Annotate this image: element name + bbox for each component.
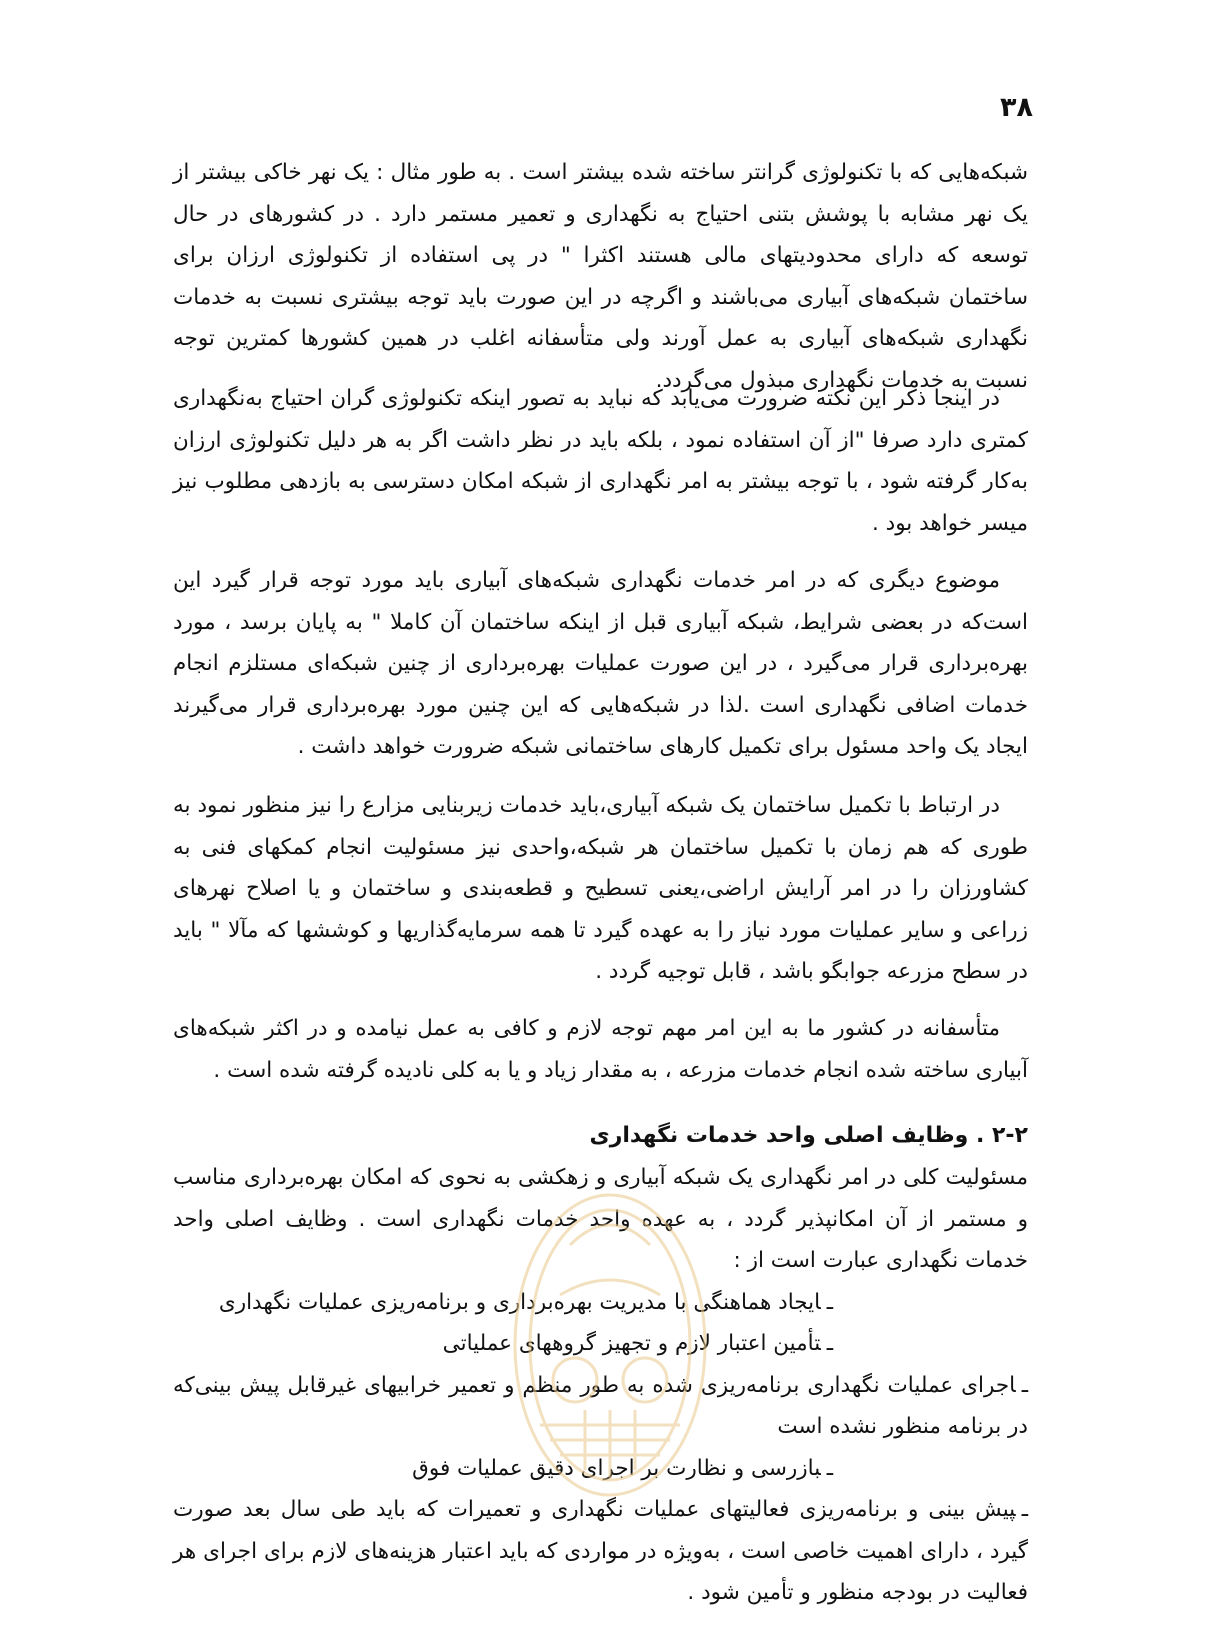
paragraph-2-block [173,378,1028,544]
paragraph-5-block [173,1008,1028,1091]
list-item-text: بازرسی و نظارت بر اجرای دقیق عملیات فوق [412,1455,821,1481]
list-dash: ـ [1021,1497,1028,1522]
list-item [173,1489,1028,1614]
list-dash: ـ [826,1331,833,1356]
list-item-text: ایجاد هماهنگی با مدیریت بهره‌برداری و برنامه‌ریزی عملیات نگهداری [218,1289,821,1315]
section-intro: مسئولیت کلی در امر نگهداری یک شبکه آبیاری و زهکشی به نحوی که امکان بهره‌برداری مناسب و مستمر از آن امکانپذیر گردد ، به عهده واحد خدمات نگهداری است . وظایف اصلی واحد خدمات نگهداری عبارت است از : [173,1165,1028,1273]
paragraph-1-block [173,152,1028,401]
paragraph-4: در ارتباط با تکمیل ساختمان یک شبکه آبیاری،باید خدمات زیربنایی مزارع را نیز منظور نمود به طوری که هم زمان با تکمیل ساختمان هر شبکه،واحدی نیز مسئولیت انجام کمکهای فنی به کشاورزان را در امر آرایش اراضی،یعنی تسطیح و قطعه‌بندی و ساختمان و یا اصلاح نهرهای زراعی و سایر عملیات مورد نیاز را به عهده گیرد تا همه سرمایه‌گذاریها و کوششها که مآلا " باید در سطح مزرعه جوابگو باشد ، قابل توجیه گردد . [173,793,1028,984]
paragraph-1: شبکه‌هایی که با تکنولوژی گرانتر ساخته شده بیشتر است . به طور مثال : یک نهر خاکی بیشتر از یک نهر مشابه با پوشش بتنی احتیاج به نگهداری و تعمیر مستمر دارد . در کشورهای در حال توسعه که دارای محدودیتهای مالی هستند اکثرا " در پی استفاده از تکنولوژی ارزان برای ساختمان شبکه‌های آبیاری می‌باشند و اگرچه در این صورت باید توجه بیشتری نسبت به خدمات نگهداری شبکه‌های آبیاری به عمل آورند ولی متأسفانه اغلب در همین کشورها کمترین توجه نسبت به خدمات نگهداری مبذول می‌گردد. [173,160,1028,393]
list-item-text: تأمین اعتبار لازم و تجهیز گروههای عملیاتی [442,1331,821,1356]
paragraph-5: متأسفانه در کشور ما به این امر مهم توجه لازم و کافی به عمل نیامده و در اکثر شبکه‌های آبیاری ساخته شده انجام خدمات مزرعه ، به مقدار زیاد و یا به کلی نادیده گرفته شده است . [173,1016,1028,1083]
page-number: ۳۸ [1000,92,1033,123]
list-dash: ـ [1021,1372,1028,1398]
paragraph-4-block [173,785,1028,993]
paragraph-3: موضوع دیگری که در امر خدمات نگهداری شبکه‌های آبیاری باید مورد توجه قرار گیرد این است‌که در بعضی شرایط، شبکه آبیاری قبل از اینکه ساختمان آن کاملا " به پایان برسد ، مورد بهره‌برداری قرار می‌گیرد ، در این صورت عملیات بهره‌برداری از چنین شبکه‌ای مستلزم انجام خدمات اضافی نگهداری است .لذا در شبکه‌هایی که این چنین مورد بهره‌برداری قرار می‌گیرند ایجاد یک واحد مسئول برای تکمیل کارهای ساختمانی شبکه ضرورت خواهد داشت . [173,568,1028,759]
list-dash: ـ [826,1289,833,1315]
paragraph-2: در اینجا ذکر این نکته ضرورت می‌یابد که نباید به تصور اینکه تکنولوژی گران احتیاج به‌نگهداری کمتری دارد صرفا "از آن استفاده نمود ، بلکه باید در نظر داشت اگر به هر دلیل تکنولوژی ارزان به‌کار گرفته شود ، با توجه بیشتر به امر نگهداری از شبکه امکان دسترسی به بازدهی مطلوب نیز میسر خواهد بود . [173,386,1028,536]
list-item-text: اجرای عملیات نگهداری برنامه‌ریزی شده به طور منظم و تعمیر خرابیهای غیرقابل پیش بینی‌که در برنامه منظور نشده است [173,1372,1028,1439]
list-dash: ـ [826,1455,833,1481]
list-item-text: پیش بینی و برنامه‌ریزی فعالیتهای عملیات نگهداری و تعمیرات که باید طی سال بعد صورت گیرد ، دارای اهمیت خاصی است ، به‌ویژه در مواردی که باید اعتبار هزینه‌های لازم برای اجرای هر فعالیت در بودجه منظور و تأمین شود . [173,1497,1028,1605]
section-heading: ۲-۲ . وظایف اصلی واحد خدمات نگهداری [589,1123,1028,1148]
paragraph-3-block [173,560,1028,768]
watermark-logo-icon [500,1185,720,1505]
